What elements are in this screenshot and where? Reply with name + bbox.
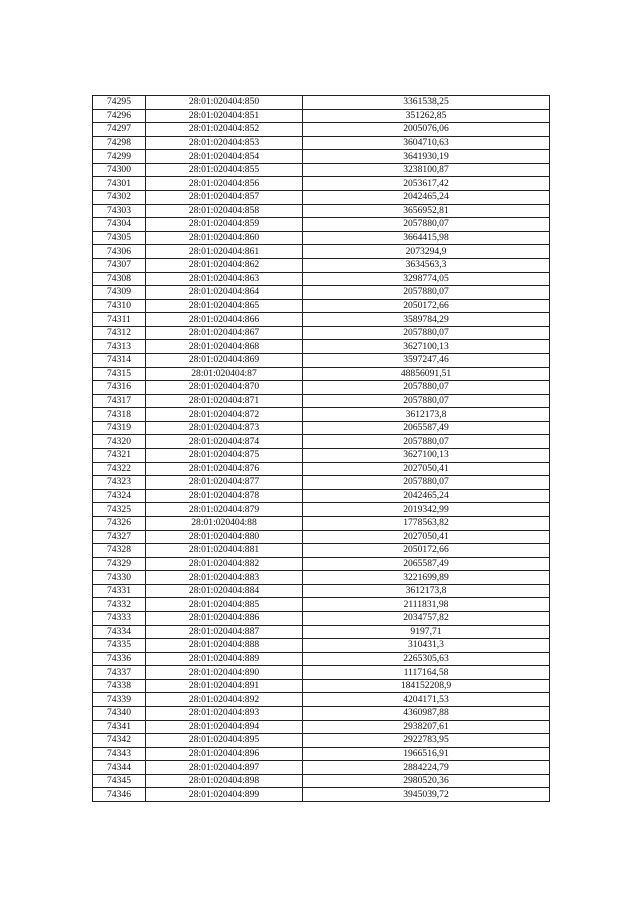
cadastral-value-cell: 2050172,66 [303, 544, 550, 558]
table-row [93, 435, 550, 449]
table-row [93, 218, 550, 232]
table-row [93, 639, 550, 653]
cadastral-value-cell: 2922783,95 [303, 734, 550, 748]
row-number-cell: 74308 [93, 272, 146, 286]
cadastral-value-cell: 2034757,82 [303, 611, 550, 625]
cadastral-value-cell: 48856091,51 [303, 367, 550, 381]
cadastral-value-cell: 1117164,58 [303, 666, 550, 680]
row-number-cell: 74310 [93, 299, 146, 313]
cadastral-number-cell: 28:01:020404:885 [146, 598, 303, 612]
cadastral-number-cell: 28:01:020404:851 [146, 109, 303, 123]
cadastral-value-cell: 310431,3 [303, 639, 550, 653]
table-row [93, 286, 550, 300]
table-row [93, 408, 550, 422]
cadastral-number-cell: 28:01:020404:883 [146, 571, 303, 585]
row-number-cell: 74311 [93, 313, 146, 327]
cadastral-number-cell: 28:01:020404:896 [146, 747, 303, 761]
cadastral-value-cell: 1778563,82 [303, 516, 550, 530]
cadastral-number-cell: 28:01:020404:870 [146, 381, 303, 395]
cadastral-number-cell: 28:01:020404:864 [146, 286, 303, 300]
row-number-cell: 74322 [93, 462, 146, 476]
row-number-cell: 74328 [93, 544, 146, 558]
table-row [93, 150, 550, 164]
cadastral-number-cell: 28:01:020404:88 [146, 516, 303, 530]
cadastral-number-cell: 28:01:020404:895 [146, 734, 303, 748]
cadastral-number-cell: 28:01:020404:852 [146, 123, 303, 137]
row-number-cell: 74324 [93, 489, 146, 503]
table-row [93, 313, 550, 327]
table-row [93, 299, 550, 313]
row-number-cell: 74339 [93, 693, 146, 707]
cadastral-number-cell: 28:01:020404:890 [146, 666, 303, 680]
row-number-cell: 74306 [93, 245, 146, 259]
row-number-cell: 74342 [93, 734, 146, 748]
cadastral-number-cell: 28:01:020404:899 [146, 788, 303, 802]
cadastral-number-cell: 28:01:020404:873 [146, 421, 303, 435]
cadastral-number-cell: 28:01:020404:87 [146, 367, 303, 381]
row-number-cell: 74340 [93, 707, 146, 721]
row-number-cell: 74295 [93, 96, 146, 110]
table-row [93, 353, 550, 367]
cadastral-value-cell: 2980520,36 [303, 774, 550, 788]
cadastral-value-cell: 2027050,41 [303, 462, 550, 476]
cadastral-number-cell: 28:01:020404:869 [146, 353, 303, 367]
row-number-cell: 74315 [93, 367, 146, 381]
table-row [93, 503, 550, 517]
cadastral-value-cell: 2050172,66 [303, 299, 550, 313]
cadastral-number-cell: 28:01:020404:876 [146, 462, 303, 476]
row-number-cell: 74320 [93, 435, 146, 449]
row-number-cell: 74337 [93, 666, 146, 680]
row-number-cell: 74301 [93, 177, 146, 191]
cadastral-value-cell: 2027050,41 [303, 530, 550, 544]
cadastral-number-cell: 28:01:020404:855 [146, 163, 303, 177]
table-row [93, 571, 550, 585]
row-number-cell: 74313 [93, 340, 146, 354]
row-number-cell: 74346 [93, 788, 146, 802]
row-number-cell: 74332 [93, 598, 146, 612]
row-number-cell: 74318 [93, 408, 146, 422]
table-row [93, 462, 550, 476]
cadastral-value-cell: 2005076,06 [303, 123, 550, 137]
table-row [93, 530, 550, 544]
row-number-cell: 74309 [93, 286, 146, 300]
table-row [93, 231, 550, 245]
cadastral-value-cell: 4360987,88 [303, 707, 550, 721]
cadastral-number-cell: 28:01:020404:884 [146, 584, 303, 598]
table-row [93, 96, 550, 110]
table-row [93, 625, 550, 639]
cadastral-value-cell: 2884224,79 [303, 761, 550, 775]
cadastral-number-cell: 28:01:020404:868 [146, 340, 303, 354]
row-number-cell: 74302 [93, 191, 146, 205]
table-row [93, 109, 550, 123]
cadastral-value-cell: 2057880,07 [303, 394, 550, 408]
cadastral-number-cell: 28:01:020404:879 [146, 503, 303, 517]
cadastral-value-cell: 3612173,8 [303, 408, 550, 422]
cadastral-value-cell: 4204171,53 [303, 693, 550, 707]
cadastral-number-cell: 28:01:020404:854 [146, 150, 303, 164]
cadastral-value-cell: 3945039,72 [303, 788, 550, 802]
cadastral-number-cell: 28:01:020404:874 [146, 435, 303, 449]
cadastral-value-cell: 3656952,81 [303, 204, 550, 218]
cadastral-value-cell: 3298774,05 [303, 272, 550, 286]
row-number-cell: 74329 [93, 557, 146, 571]
table-row [93, 123, 550, 137]
row-number-cell: 74299 [93, 150, 146, 164]
row-number-cell: 74336 [93, 652, 146, 666]
row-number-cell: 74343 [93, 747, 146, 761]
cadastral-number-cell: 28:01:020404:894 [146, 720, 303, 734]
table-row [93, 245, 550, 259]
cadastral-number-cell: 28:01:020404:875 [146, 449, 303, 463]
row-number-cell: 74297 [93, 123, 146, 137]
table-row [93, 693, 550, 707]
table-row [93, 191, 550, 205]
table-row [93, 544, 550, 558]
cadastral-value-cell: 3627100,13 [303, 449, 550, 463]
cadastral-number-cell: 28:01:020404:865 [146, 299, 303, 313]
table-row [93, 177, 550, 191]
cadastral-value-cell: 3612173,8 [303, 584, 550, 598]
cadastral-number-cell: 28:01:020404:887 [146, 625, 303, 639]
cadastral-value-cell: 2057880,07 [303, 326, 550, 340]
table-body [93, 96, 550, 802]
cadastral-number-cell: 28:01:020404:893 [146, 707, 303, 721]
row-number-cell: 74321 [93, 449, 146, 463]
row-number-cell: 74335 [93, 639, 146, 653]
row-number-cell: 74325 [93, 503, 146, 517]
cadastral-number-cell: 28:01:020404:892 [146, 693, 303, 707]
cadastral-number-cell: 28:01:020404:859 [146, 218, 303, 232]
cadastral-value-cell: 2057880,07 [303, 435, 550, 449]
row-number-cell: 74296 [93, 109, 146, 123]
cadastral-value-cell: 3589784,29 [303, 313, 550, 327]
row-number-cell: 74344 [93, 761, 146, 775]
cadastral-value-cell: 2111831,98 [303, 598, 550, 612]
table-row [93, 516, 550, 530]
row-number-cell: 74333 [93, 611, 146, 625]
cadastral-value-cell: 2265305,63 [303, 652, 550, 666]
row-number-cell: 74341 [93, 720, 146, 734]
cadastral-value-cell: 2057880,07 [303, 286, 550, 300]
table-row [93, 774, 550, 788]
table-row [93, 163, 550, 177]
cadastral-value-cell: 2053617,42 [303, 177, 550, 191]
cadastral-value-cell: 3664415,98 [303, 231, 550, 245]
cadastral-number-cell: 28:01:020404:858 [146, 204, 303, 218]
row-number-cell: 74319 [93, 421, 146, 435]
row-number-cell: 74314 [93, 353, 146, 367]
table-row [93, 598, 550, 612]
cadastral-value-cell: 184152208,9 [303, 679, 550, 693]
row-number-cell: 74303 [93, 204, 146, 218]
row-number-cell: 74317 [93, 394, 146, 408]
cadastral-value-cell: 2057880,07 [303, 218, 550, 232]
cadastral-value-cell: 3634563,3 [303, 258, 550, 272]
table-row [93, 557, 550, 571]
cadastral-number-cell: 28:01:020404:867 [146, 326, 303, 340]
cadastral-value-cell: 2057880,07 [303, 476, 550, 490]
table-row [93, 720, 550, 734]
cadastral-number-cell: 28:01:020404:872 [146, 408, 303, 422]
row-number-cell: 74331 [93, 584, 146, 598]
cadastral-value-cell: 3221699,89 [303, 571, 550, 585]
cadastral-number-cell: 28:01:020404:897 [146, 761, 303, 775]
row-number-cell: 74305 [93, 231, 146, 245]
cadastral-number-cell: 28:01:020404:853 [146, 136, 303, 150]
cadastral-number-cell: 28:01:020404:871 [146, 394, 303, 408]
cadastral-value-cell: 2057880,07 [303, 381, 550, 395]
cadastral-number-cell: 28:01:020404:863 [146, 272, 303, 286]
cadastral-value-cell: 3627100,13 [303, 340, 550, 354]
table-row [93, 258, 550, 272]
table-row [93, 449, 550, 463]
cadastral-number-cell: 28:01:020404:881 [146, 544, 303, 558]
cadastral-value-cell: 3597247,46 [303, 353, 550, 367]
table-row [93, 734, 550, 748]
table-row [93, 666, 550, 680]
table-row [93, 611, 550, 625]
table-row [93, 421, 550, 435]
cadastral-value-cell: 2065587,49 [303, 557, 550, 571]
row-number-cell: 74316 [93, 381, 146, 395]
cadastral-value-cell: 1966516,91 [303, 747, 550, 761]
cadastral-number-cell: 28:01:020404:891 [146, 679, 303, 693]
table-row [93, 136, 550, 150]
table-row [93, 679, 550, 693]
cadastral-number-cell: 28:01:020404:857 [146, 191, 303, 205]
cadastral-number-cell: 28:01:020404:850 [146, 96, 303, 110]
table-row [93, 326, 550, 340]
table-row [93, 394, 550, 408]
cadastral-number-cell: 28:01:020404:856 [146, 177, 303, 191]
cadastral-number-cell: 28:01:020404:866 [146, 313, 303, 327]
cadastral-value-cell: 3641930,19 [303, 150, 550, 164]
row-number-cell: 74312 [93, 326, 146, 340]
row-number-cell: 74304 [93, 218, 146, 232]
row-number-cell: 74307 [93, 258, 146, 272]
table-row [93, 272, 550, 286]
cadastral-value-cell: 2042465,24 [303, 489, 550, 503]
cadastral-number-cell: 28:01:020404:878 [146, 489, 303, 503]
table-row [93, 761, 550, 775]
cadastral-value-cell: 2938207,61 [303, 720, 550, 734]
table-row [93, 707, 550, 721]
row-number-cell: 74338 [93, 679, 146, 693]
cadastral-value-cell: 2019342,99 [303, 503, 550, 517]
cadastral-number-cell: 28:01:020404:861 [146, 245, 303, 259]
row-number-cell: 74326 [93, 516, 146, 530]
cadastral-number-cell: 28:01:020404:889 [146, 652, 303, 666]
cadastral-number-cell: 28:01:020404:877 [146, 476, 303, 490]
row-number-cell: 74334 [93, 625, 146, 639]
cadastral-value-cell: 9197,71 [303, 625, 550, 639]
cadastral-value-cell: 2065587,49 [303, 421, 550, 435]
cadastral-number-cell: 28:01:020404:860 [146, 231, 303, 245]
cadastral-number-cell: 28:01:020404:882 [146, 557, 303, 571]
cadastral-value-cell: 3238100,87 [303, 163, 550, 177]
cadastral-number-cell: 28:01:020404:862 [146, 258, 303, 272]
cadastral-value-table [92, 95, 550, 802]
table-row [93, 489, 550, 503]
table-row [93, 381, 550, 395]
cadastral-value-cell: 351262,85 [303, 109, 550, 123]
table-row [93, 747, 550, 761]
table-row [93, 584, 550, 598]
table-row [93, 367, 550, 381]
row-number-cell: 74323 [93, 476, 146, 490]
row-number-cell: 74327 [93, 530, 146, 544]
cadastral-number-cell: 28:01:020404:880 [146, 530, 303, 544]
cadastral-number-cell: 28:01:020404:888 [146, 639, 303, 653]
cadastral-number-cell: 28:01:020404:886 [146, 611, 303, 625]
row-number-cell: 74330 [93, 571, 146, 585]
cadastral-value-cell: 3604710,63 [303, 136, 550, 150]
row-number-cell: 74345 [93, 774, 146, 788]
cadastral-number-cell: 28:01:020404:898 [146, 774, 303, 788]
cadastral-value-cell: 2073294,9 [303, 245, 550, 259]
table-row [93, 788, 550, 802]
table-row [93, 340, 550, 354]
table-row [93, 476, 550, 490]
row-number-cell: 74298 [93, 136, 146, 150]
cadastral-value-cell: 3361538,25 [303, 96, 550, 110]
cadastral-value-cell: 2042465,24 [303, 191, 550, 205]
row-number-cell: 74300 [93, 163, 146, 177]
table-row [93, 204, 550, 218]
table-row [93, 652, 550, 666]
